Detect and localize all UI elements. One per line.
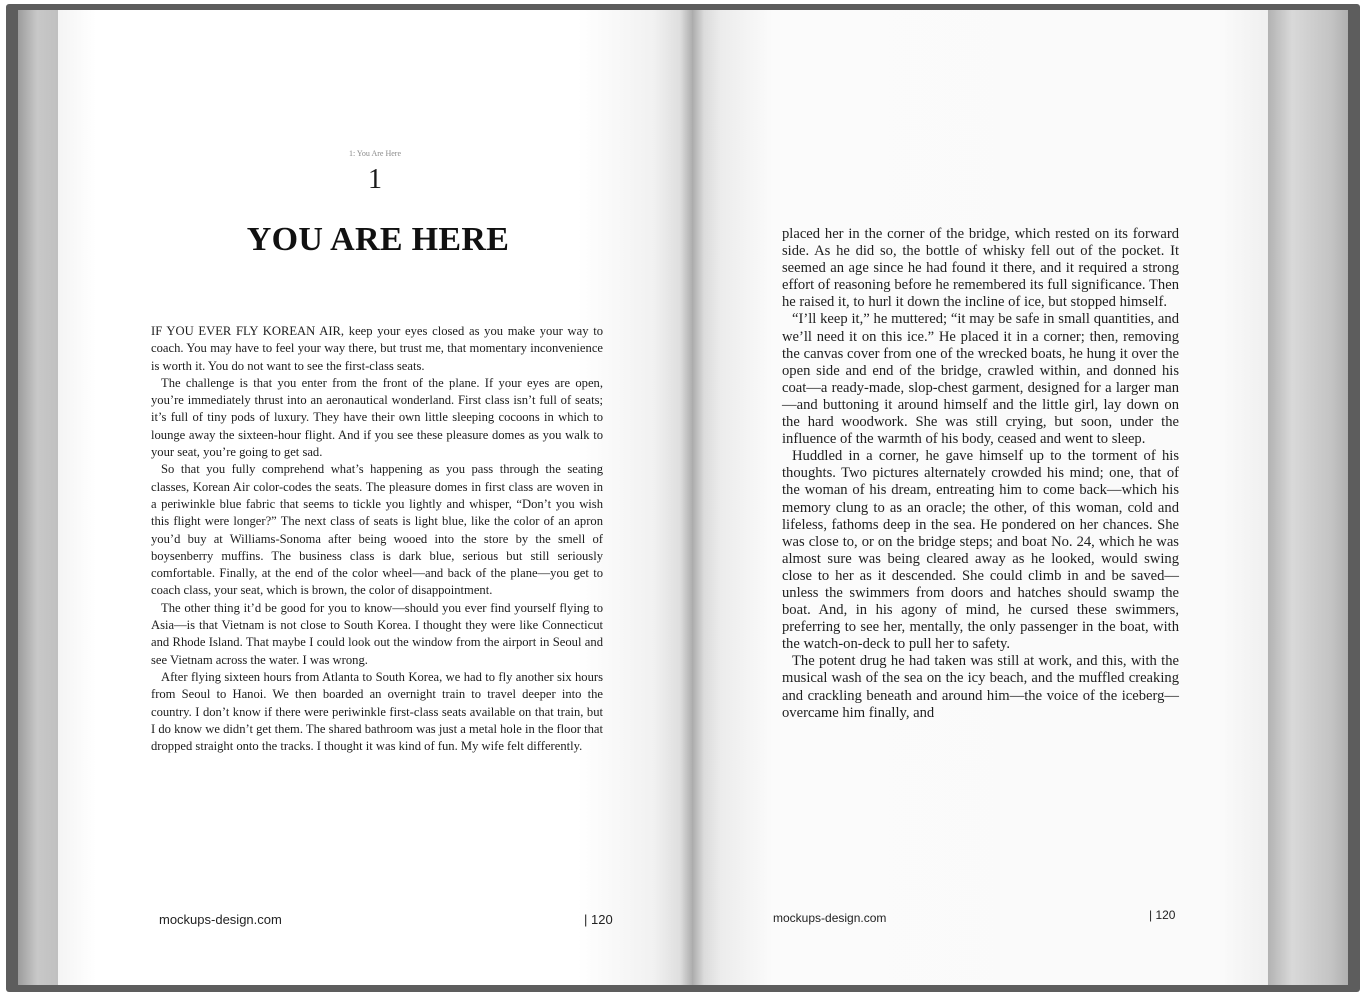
left-page-body [151, 323, 603, 755]
right-page-body [782, 226, 1179, 722]
footer-page-number: | 120 [1149, 908, 1176, 922]
paragraph: The other thing it’d be good for you to know—should you ever find yourself flying to Asia—is that Vietnam is not close to South Korea. I thought they were like Connecticut and Rhode Island. That maybe I could look out the window from the airport in Seoul and see Vietnam across the water. I was wrong. [151, 600, 603, 667]
paragraph: After flying sixteen hours from Atlanta to South Korea, we had to fly another six hours from Seoul to Hanoi. We then boarded an overnight train to travel deeper into the country. I don’t know if there were periwinkle first-class seats available on that train, but I do know we didn’t get them. The shared bathroom was just a metal hole in the floor that dropped straight onto the tracks. I thought it was kind of fun. My wife felt differently. [151, 669, 603, 754]
left-page [58, 10, 692, 985]
right-page-edges [1262, 10, 1348, 985]
paragraph: Huddled in a corner, he gave himself up to the torment of his thoughts. Two pictures alternately crowded his mind; one, that of the woman of his dream, entreating him to come back—which his memory clung to as an oracle; the other, of this woman, cold and lifeless, fathoms deep in the sea. He pondered on her chances. She was close to, or on the bridge steps; and boat No. 24, which he was almost sure was being cleared away as he looked, would swing close to her as it descended. She could climb in and be saved—unless the swimmers from doors and hatches should swamp the boat. And, in his agony of mind, he cursed these swimmers, preferring to see her, mentally, the only passenger in the boat, with the watch-on-deck to pull her to safety. [782, 448, 1179, 653]
footer-site: mockups-design.com [773, 911, 887, 925]
running-head: 1: You Are Here [349, 149, 401, 158]
footer-page-number: | 120 [584, 912, 613, 927]
paragraph: “I’ll keep it,” he muttered; “it may be safe in small quantities, and we’ll need it on this ice.” He placed it in a corner; then, removing the canvas cover from one of the wrecked boats, he hung it over the open side and end of the bridge, crawled within, and donned his coat—a ready-made, slop-chest garment, designed for a larger man—and buttoning it around himself and the little girl, lay down on the hard woodwork. She was still crying, but soon, under the influence of the warmth of his body, ceased and went to sleep. [782, 311, 1179, 448]
chapter-number: 1 [368, 164, 382, 195]
paragraph: IF YOU EVER FLY KOREAN AIR, keep your eyes closed as you make your way to coach. You may have to feel your way there, but trust me, that momentary inconvenience is worth it. You do not want to see the first-class seats. [151, 324, 603, 373]
paragraph: The challenge is that you enter from the front of the plane. If your eyes are open, you’re immediately thrust into an aeronautical wonderland. First class isn’t full of seats; it’s full of tiny pods of luxury. They have their own little sleeping cocoons in which to lounge away the sixteen-hour flight. And if you see these pleasure domes as you walk to your seat, you’re going to get sad. [151, 375, 603, 460]
chapter-title: YOU ARE HERE [246, 221, 510, 258]
paragraph: So that you fully comprehend what’s happening as you pass through the seating classes, Korean Air color-codes the seats. The pleasure domes in first class are woven in a periwinkle blue fabric that seems to tickle you lightly and whisper, “Don’t you wish this flight were longer?” The next class of seats is light blue, like the color of an apron you’d buy at Williams-Sonoma after being wooed into the store by the smell of boysenberry muffins. The business class is dark blue, serious but still seriously comfortable. Finally, at the end of the color wheel—and back of the plane—you get to coach class, your seat, which is brown, the color of disappointment. [151, 462, 603, 598]
paragraph: placed her in the corner of the bridge, which rested on its forward side. As he did so, the bottle of whisky fell out of the pocket. It seemed an age since he had found it there, and it required a strong effort of reasoning before he remembered its full significance. Then he raised it, to hurl it down the incline of ice, but stopped himself. [782, 226, 1179, 311]
right-page [692, 10, 1268, 985]
paragraph: The potent drug he had taken was still at work, and this, with the musical wash of the sea on the icy beach, and the muffled creaking and crackling beneath and around him—the voice of the iceberg—overcame him finally, and [782, 653, 1179, 721]
footer-site: mockups-design.com [159, 912, 282, 927]
gutter-shadow [680, 10, 704, 985]
